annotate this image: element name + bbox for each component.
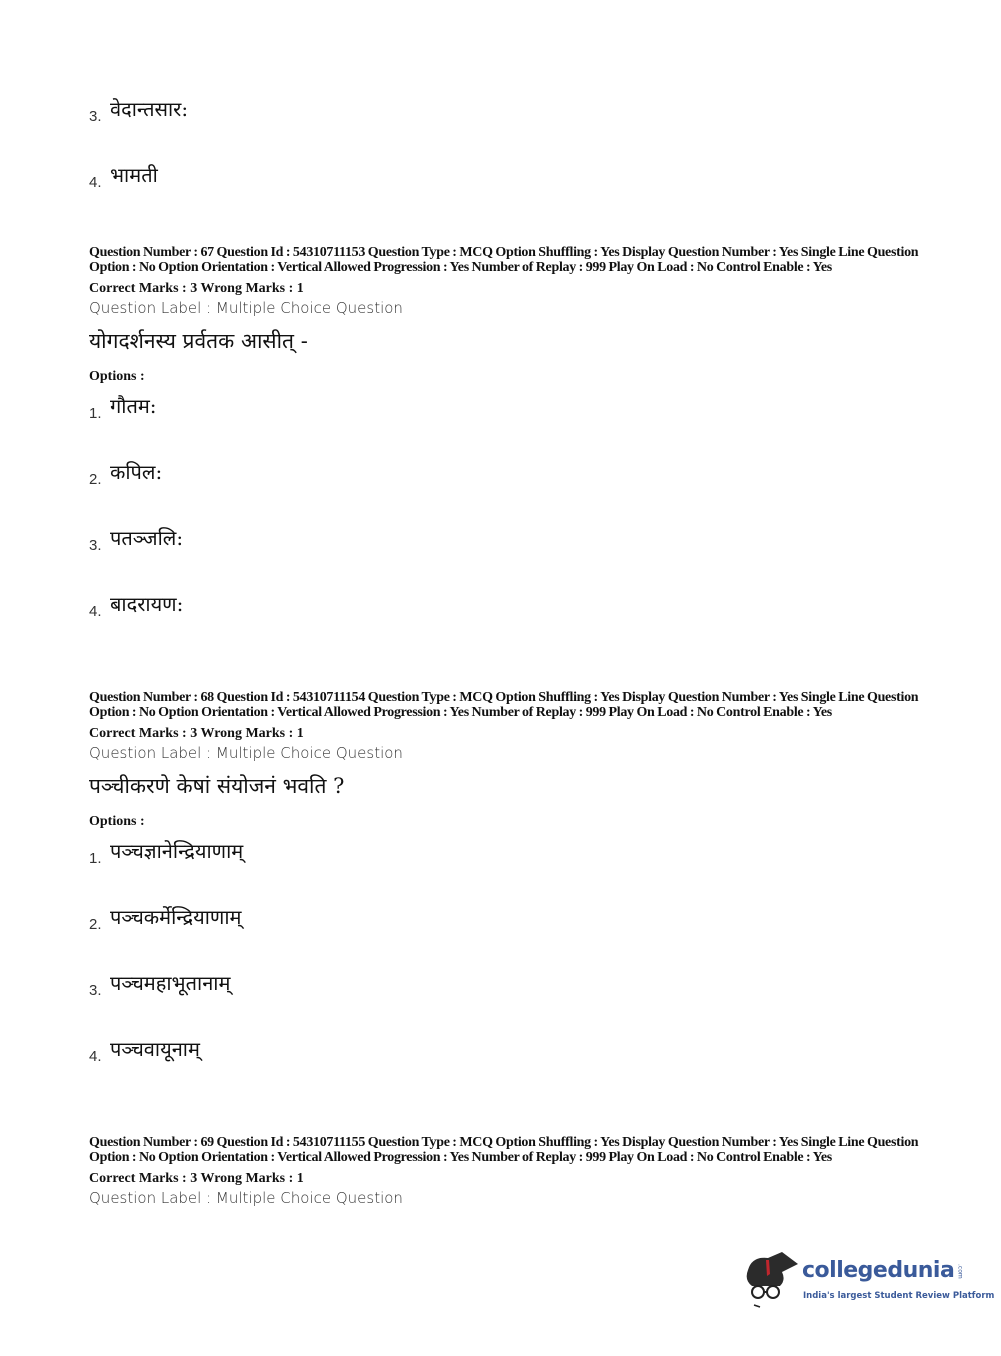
option-number: 4.	[89, 603, 102, 621]
option-item	[89, 96, 924, 162]
option-number: 2.	[89, 916, 102, 934]
question-block	[89, 246, 924, 657]
mascot-icon	[742, 1250, 802, 1310]
logo-domain: .com	[956, 1264, 964, 1279]
option-text: पञ्चकर्मेन्द्रियाणाम्	[110, 905, 242, 930]
option-text: कपिल:	[110, 460, 163, 485]
logo-tagline: India's largest Student Review Platform	[803, 1291, 995, 1301]
question-meta: Question Number : 68 Question Id : 54310711154 Question Type : MCQ Option Shuffling : Yes Display Question Number : Yes Single Line Question Option : No Option Orientation : Vertical Allowed Progression : Yes Number of Replay : 999 Play On Load : No Control Enable : Yes	[89, 690, 919, 720]
logo-wordmark: collegedunia	[802, 1258, 955, 1283]
previous-question-options	[89, 96, 924, 228]
option-item	[89, 393, 924, 459]
option-number: 3.	[89, 537, 102, 555]
option-number: 1.	[89, 850, 102, 868]
question-label: Question Label : Multiple Choice Question	[89, 299, 403, 318]
options-heading: Options :	[89, 369, 145, 385]
option-item	[89, 838, 924, 904]
option-item	[89, 591, 924, 657]
question-meta: Question Number : 67 Question Id : 54310711153 Question Type : MCQ Option Shuffling : Yes Display Question Number : Yes Single Line Question Option : No Option Orientation : Vertical Allowed Progression : Yes Number of Replay : 999 Play On Load : No Control Enable : Yes	[89, 245, 919, 275]
option-number: 4.	[89, 1048, 102, 1066]
option-item	[89, 904, 924, 970]
option-number: 3.	[89, 108, 102, 125]
question-meta: Question Number : 69 Question Id : 54310711155 Question Type : MCQ Option Shuffling : Yes Display Question Number : Yes Single Line Question Option : No Option Orientation : Vertical Allowed Progression : Yes Number of Replay : 999 Play On Load : No Control Enable : Yes	[89, 1135, 919, 1165]
option-item	[89, 525, 924, 591]
option-text: पञ्चज्ञानेन्द्रियाणाम्	[110, 839, 244, 864]
question-label: Question Label : Multiple Choice Question	[89, 1189, 403, 1208]
option-item	[89, 970, 924, 1036]
question-marks: Correct Marks : 3 Wrong Marks : 1	[89, 281, 304, 297]
question-text: योगदर्शनस्य प्रर्वतक आसीत् -	[89, 329, 308, 354]
question-label: Question Label : Multiple Choice Question	[89, 744, 403, 763]
question-block	[89, 691, 924, 1102]
option-text: गौतम:	[110, 394, 157, 419]
option-item	[89, 1036, 924, 1102]
options-heading: Options :	[89, 814, 145, 830]
option-text: बादरायण:	[110, 592, 184, 617]
question-marks: Correct Marks : 3 Wrong Marks : 1	[89, 1171, 304, 1187]
option-number: 4.	[89, 174, 102, 191]
question-block	[89, 1136, 924, 1207]
logo-wordmark-row	[802, 1256, 963, 1286]
option-text: पतञ्जलि:	[110, 526, 184, 551]
option-text: पञ्चमहाभूतानाम्	[110, 971, 231, 996]
question-text: पञ्चीकरणे केषां संयोजनं भवति ?	[89, 774, 345, 799]
option-text: पञ्चवायूनाम्	[110, 1037, 200, 1062]
option-number: 1.	[89, 405, 102, 423]
option-text: वेदान्तसार:	[110, 97, 189, 121]
option-item	[89, 162, 924, 228]
option-number: 2.	[89, 471, 102, 489]
option-item	[89, 459, 924, 525]
option-number: 3.	[89, 982, 102, 1000]
option-text: भामती	[110, 163, 158, 187]
collegedunia-logo	[742, 1250, 995, 1310]
question-marks: Correct Marks : 3 Wrong Marks : 1	[89, 726, 304, 742]
